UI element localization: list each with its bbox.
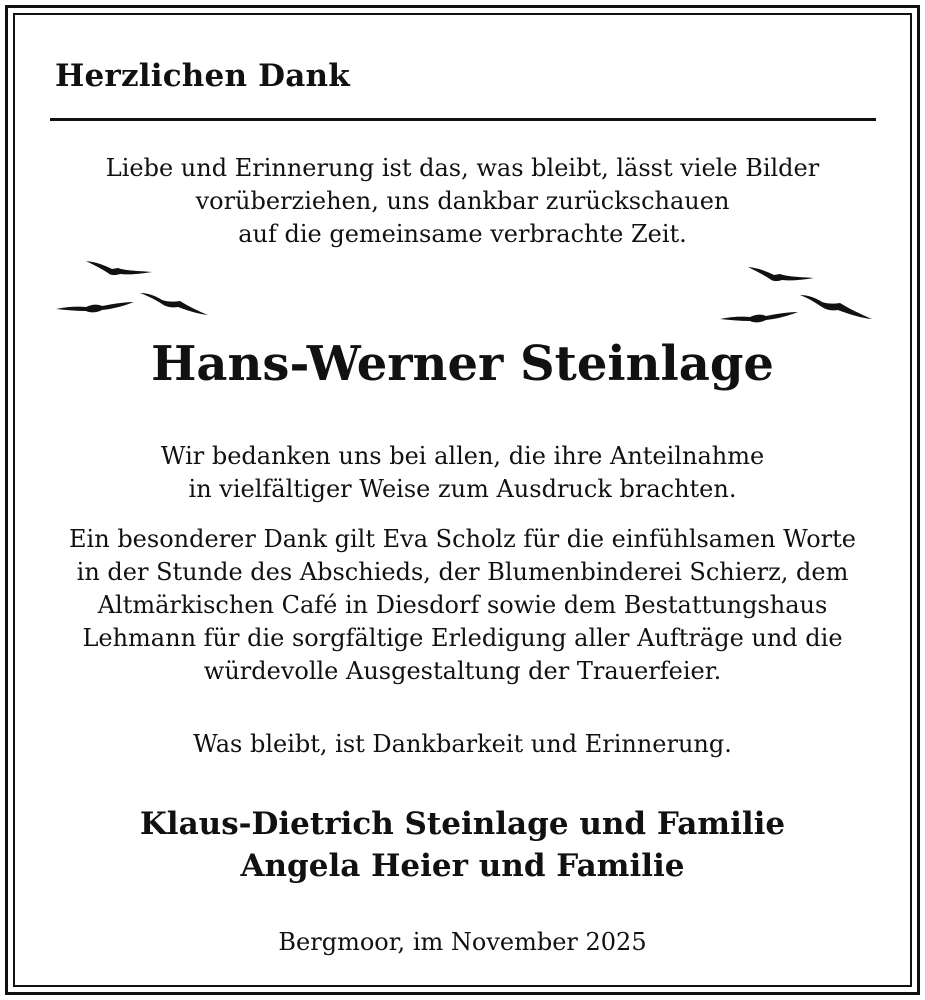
notice-heading: Herzlichen Dank: [55, 58, 350, 94]
signer-name: Klaus-Dietrich Steinlage und Familie: [139, 806, 786, 842]
closing-line: Was bleibt, ist Dankbarkeit und Erinnerung.: [193, 730, 732, 758]
heading-divider: [50, 118, 876, 121]
thanks-special-line: würdevolle Ausgestaltung der Trauerfeier.: [203, 657, 722, 685]
thanks-intro: [40, 440, 885, 506]
thanks-special-line: Lehmann für die sorgfältige Erledigung aller Aufträge und die: [82, 624, 843, 652]
birds-right-icon: [716, 257, 880, 327]
thanks-special: [40, 523, 885, 688]
thanks-special-line: Altmärkischen Café in Diesdorf sowie dem Bestattungshaus: [97, 591, 828, 619]
quote-line: vorüberziehen, uns dankbar zurückschauen: [195, 187, 730, 215]
thanks-special-line: Ein besonderer Dank gilt Eva Scholz für die einfühlsamen Worte: [69, 525, 856, 553]
deceased-name: Hans-Werner Steinlage: [151, 336, 774, 392]
thanks-intro-line: in vielfältiger Weise zum Ausdruck brachten.: [188, 475, 737, 503]
birds-left-icon: [52, 252, 218, 330]
thanks-intro-line: Wir bedanken uns bei allen, die ihre Anteilnahme: [160, 442, 765, 470]
quote-line: Liebe und Erinnerung ist das, was bleibt, lässt viele Bilder: [105, 154, 820, 182]
place-date: Bergmoor, im November 2025: [278, 928, 647, 956]
signers: [40, 803, 885, 887]
signer-name: Angela Heier und Familie: [240, 848, 685, 884]
memorial-quote: [40, 152, 885, 251]
quote-line: auf die gemeinsame verbrachte Zeit.: [238, 220, 687, 248]
thanks-special-line: in der Stunde des Abschieds, der Blumenbinderei Schierz, dem: [76, 558, 849, 586]
